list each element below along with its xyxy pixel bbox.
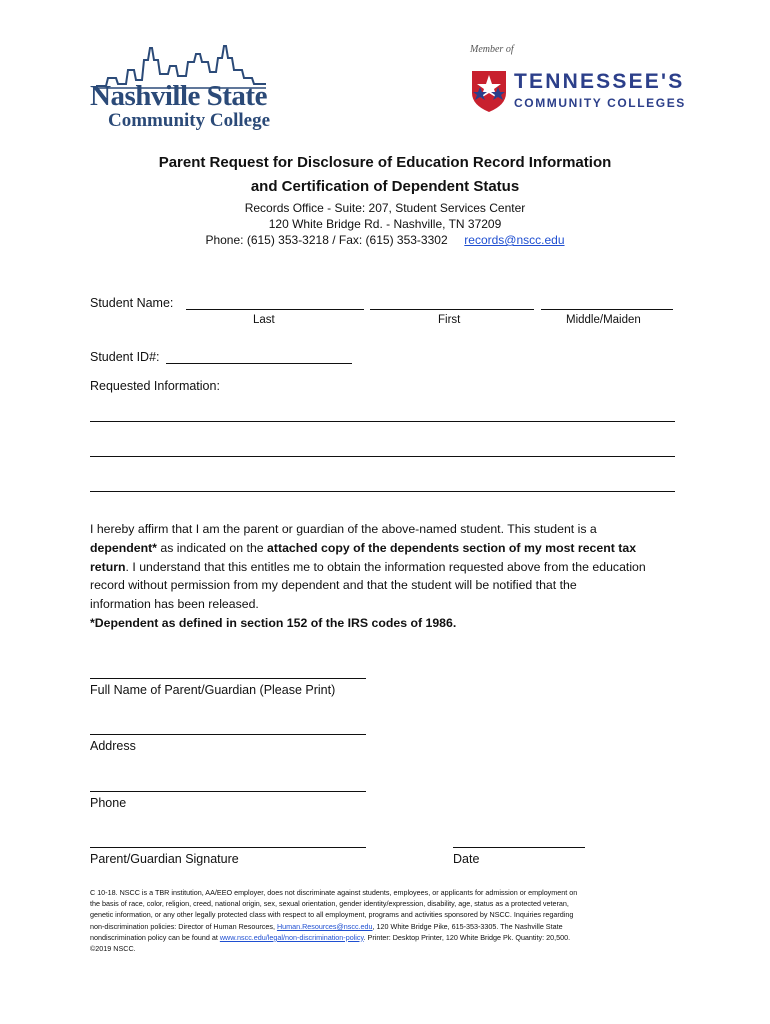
- requested-info-line-2[interactable]: [90, 456, 675, 457]
- affirmation-line-2: dependent* as indicated on the attached copy of the dependents section of my most recent tax: [90, 540, 637, 555]
- signature-label: Parent/Guardian Signature: [90, 852, 239, 866]
- requested-info-line-1[interactable]: [90, 421, 675, 422]
- middle-label: Middle/Maiden: [566, 314, 641, 326]
- footer-line-6: ©2019 NSCC.: [90, 944, 136, 954]
- requested-info-label: Requested Information:: [90, 379, 220, 393]
- student-id-line[interactable]: [166, 363, 352, 364]
- footer-line-4: non-discrimination policies: Director of Human Resources, Human.Resources@nscc.edu, 120 White Bridge Pike, 615-353-3305. The Nashville State: [90, 921, 563, 931]
- records-office: Records Office - Suite: 207, Student Services Center: [244, 201, 526, 215]
- full-name-label: Full Name of Parent/Guardian (Please Print): [90, 683, 336, 697]
- nscc-logo-subtitle: Community College: [108, 110, 271, 131]
- affirmation-paragraph: [90, 520, 690, 633]
- date-line[interactable]: [453, 847, 585, 848]
- hr-email-link[interactable]: Human.Resources@nscc.edu: [276, 921, 373, 931]
- first-name-line[interactable]: [370, 309, 534, 310]
- dependent-note: *Dependent as defined in section 152 of the IRS codes of 1986.: [90, 615, 457, 630]
- first-label: First: [438, 314, 461, 326]
- date-label: Date: [453, 852, 480, 866]
- footer-line-2: the basis of race, color, religion, creed, national origin, sex, sexual orientation, gender identity/expression, disability, age, status as a protected veteran,: [90, 899, 569, 909]
- records-email-link[interactable]: records@nscc.edu: [464, 233, 565, 247]
- affirmation-line-3: return. I understand that this entitles me to obtain the information requested above from the education: [90, 559, 646, 574]
- affirmation-line-4: record without permission from my dependent and that the student will be notified that the: [90, 578, 577, 593]
- phone-fax: Phone: (615) 353-3218 / Fax: (615) 353-3302: [205, 233, 448, 247]
- footer-line-1: C 10-18. NSCC is a TBR institution, AA/EEO employer, does not discriminate against students, employees, or applicants for admission or employment on: [90, 888, 578, 897]
- footer-disclaimer: [90, 887, 690, 954]
- last-label: Last: [253, 314, 275, 326]
- student-id-label: Student ID#:: [90, 350, 160, 364]
- footer-line-5: nondiscrimination policy can be found at www.nscc.edu/legal/non-discrimination-policy. Printer: Desktop Printer, 120 White Bridge Pk. Quantity: 20,500.: [90, 932, 571, 942]
- last-name-line[interactable]: [186, 309, 364, 310]
- contact-line: [0, 233, 770, 247]
- student-name-label: Student Name:: [90, 296, 174, 310]
- middle-name-line[interactable]: [541, 309, 673, 310]
- member-of-label: Member of: [470, 44, 514, 55]
- form-title-line1: Parent Request for Disclosure of Education Record Information: [158, 154, 612, 171]
- requested-info-line-3[interactable]: [90, 491, 675, 492]
- phone-line[interactable]: [90, 791, 366, 792]
- nscc-logo-name: Nashville State: [90, 80, 267, 112]
- tcc-star-logo: [468, 67, 510, 113]
- form-title-line2: and Certification of Dependent Status: [250, 178, 520, 195]
- signature-line[interactable]: [90, 847, 366, 848]
- affirmation-line-5: information has been released.: [90, 597, 259, 612]
- address-label: Address: [90, 739, 136, 753]
- affirmation-line-1: I hereby affirm that I am the parent or guardian of the above-named student. This student is a: [90, 522, 597, 536]
- office-address: 120 White Bridge Rd. - Nashville, TN 37209: [268, 217, 502, 231]
- full-name-line[interactable]: [90, 678, 366, 679]
- tcc-logo-subtitle: COMMUNITY COLLEGES: [514, 96, 686, 110]
- policy-link[interactable]: www.nscc.edu/legal/non-discrimination-policy: [219, 932, 364, 942]
- address-line[interactable]: [90, 734, 366, 735]
- footer-line-3: genetic information, or any other legally protected class with respect to all employment, programs and activities sponsored by NSCC. Inquiries regarding: [90, 910, 574, 920]
- tcc-logo-name: TENNESSEE'S: [514, 70, 685, 93]
- phone-label: Phone: [90, 796, 127, 810]
